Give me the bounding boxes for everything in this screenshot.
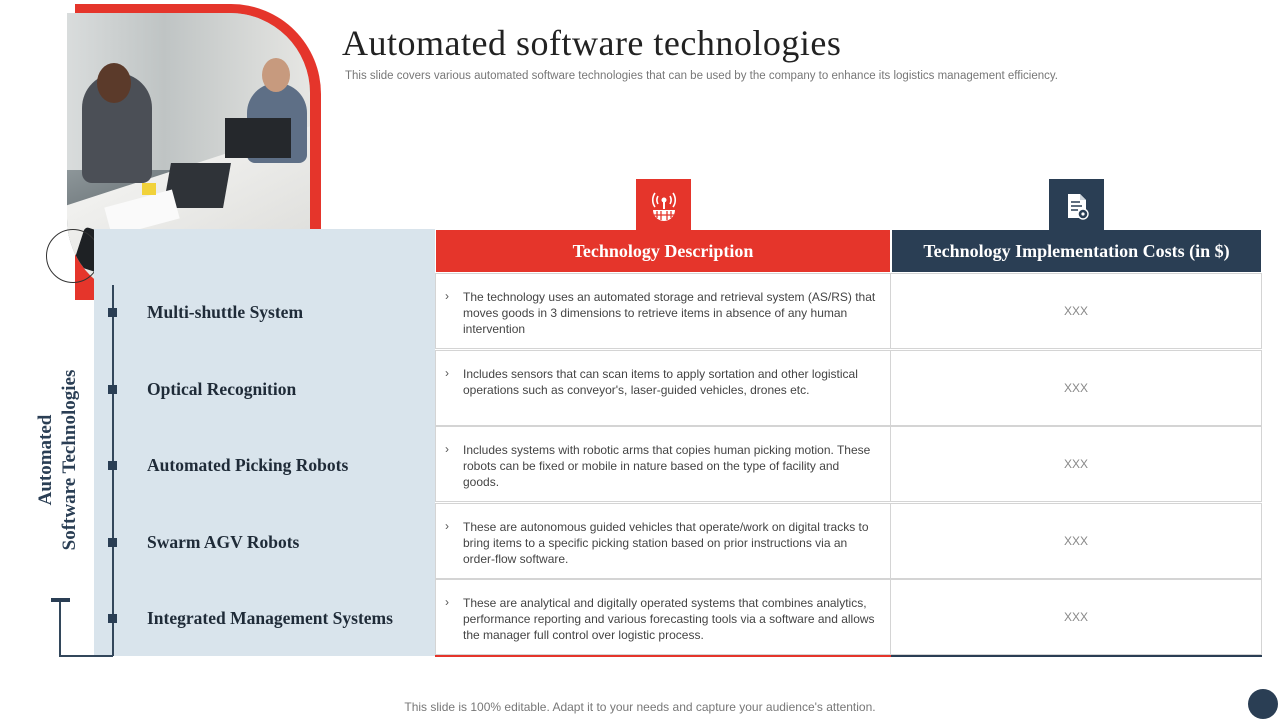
side-category-label [34,370,82,551]
footer-note: This slide is 100% editable. Adapt it to your needs and capture your audience's attention. [404,700,876,714]
description-text: These are autonomous guided vehicles that operate/work on digital tracks to bring items to a specific picking station based on prior instructions via an order-flow software. [463,520,869,566]
cost-cell: XXX [891,426,1262,502]
technology-name: Optical Recognition [147,378,297,399]
chevron-right-icon: › [445,595,449,609]
page-subtitle: This slide covers various automated software technologies that can be used by the company to enhance its logistics management efficiency. [345,70,1058,82]
table-row [435,273,1262,349]
robot-antenna-icon [636,179,691,234]
chevron-right-icon: › [445,442,449,456]
description-text: The technology uses an automated storage and retrieval system (AS/RS) that moves goods in 3 dimensions to retrieve items in absence of any human intervention [463,290,876,336]
cost-cell: XXX [891,350,1262,426]
technology-name: Automated Picking Robots [147,454,349,475]
list-item [108,379,296,399]
square-bullet-icon [108,614,117,623]
table-row [435,503,1262,579]
cost-cell: XXX [891,579,1262,655]
description-text: These are analytical and digitally operated systems that combines analytics, performance reporting and various forecasting tools via a software and allows the manager full control over logistic process. [463,596,875,642]
square-bullet-icon [108,538,117,547]
corner-circle-decoration [1248,689,1278,719]
description-cell [435,426,891,502]
bracket-vertical [59,600,61,656]
cost-cell: XXX [891,503,1262,579]
page-title: Automated software technologies [342,23,842,63]
technology-name: Integrated Management Systems [147,607,393,628]
table-row [435,579,1262,655]
description-text: Includes systems with robotic arms that copies human picking motion. These robots can be fixed or mobile in nature based on the type of facility and goods. [463,443,871,489]
side-label-line1: Automated [35,414,56,506]
implementation-costs-header: Technology Implementation Costs (in $) [892,230,1261,272]
description-cell [435,273,891,349]
table-row [435,350,1262,426]
list-item [108,302,303,322]
description-cell [435,350,891,426]
table-row [435,426,1262,502]
side-label-line2: Software Technologies [59,369,80,551]
table-bottom-accent-red [435,655,891,657]
list-item [108,455,348,475]
chevron-right-icon: › [445,519,449,533]
decorative-ring [46,229,100,283]
square-bullet-icon [108,461,117,470]
technology-list-panel [94,229,435,656]
bracket-horizontal [59,655,113,657]
table-bottom-accent-navy [891,655,1262,657]
description-cell [435,579,891,655]
list-item [108,532,299,552]
list-item [108,608,393,628]
chevron-right-icon: › [445,366,449,380]
technology-name: Multi-shuttle System [147,301,304,322]
square-bullet-icon [108,308,117,317]
description-text: Includes sensors that can scan items to apply sortation and other logistical operations such as conveyor's, laser-guided vehicles, drones etc. [463,367,858,397]
technology-name: Swarm AGV Robots [147,531,300,552]
cost-cell: XXX [891,273,1262,349]
chevron-right-icon: › [445,289,449,303]
technology-description-header: Technology Description [436,230,890,272]
description-cell [435,503,891,579]
square-bullet-icon [108,385,117,394]
bracket-cap [51,598,70,602]
document-gear-icon [1049,179,1104,234]
